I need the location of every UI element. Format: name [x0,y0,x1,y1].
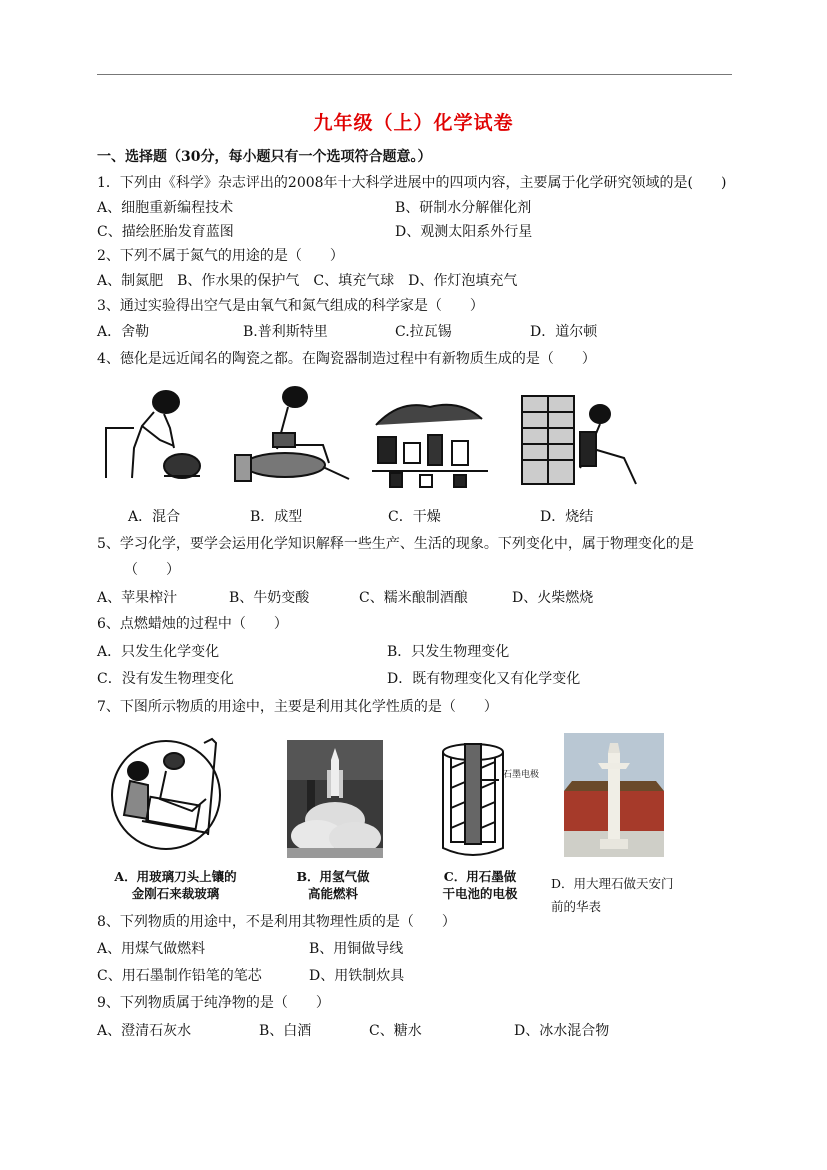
q1-option-a: A、细胞重新编程技术 [97,200,234,216]
q6-option-d: D．既有物理变化又有化学变化 [387,671,581,687]
q2-stem: 2、下列不属于氮气的用途的是（ ） [97,248,344,264]
q6-stem: 6、点燃蜡烛的过程中（ ） [97,616,288,632]
battery-diagram [437,738,547,862]
q9-option-d: D、冰水混合物 [514,1023,610,1039]
firing-illustration [520,392,640,488]
q6-option-a: A．只发生化学变化 [97,644,220,660]
q5-paren: （ ） [124,562,180,578]
q1-option-d: D、观测太阳系外行星 [395,224,533,240]
page-title: 九年级（上）化学试卷 [313,112,514,134]
q7-caption-b-line2: 高能燃料 [307,886,358,901]
drying-illustration [370,395,490,495]
q7-caption-d-line2: 前的华表 [551,899,602,914]
q3-option-c: C.拉瓦锡 [395,324,452,340]
q4-option-c: C．干燥 [388,509,441,525]
shaping-illustration [233,383,351,489]
tiananmen-pillar-photo [564,733,664,857]
q9-option-c: C、糖水 [369,1023,422,1039]
q1-option-b: B、研制水分解催化剂 [395,200,532,216]
q5-option-b: B、牛奶变酸 [229,590,310,606]
q3-option-b: B.普利斯特里 [243,324,328,340]
rocket-launch-photo [287,740,383,858]
q8-option-c: C、用石墨制作铅笔的笔芯 [97,968,262,984]
q3-option-d: D．道尔顿 [530,324,598,340]
q5-option-d: D、火柴燃烧 [512,590,594,606]
q8-option-b: B、用铜做导线 [309,941,404,957]
q7-caption-a-line2: 金刚石来裁玻璃 [131,886,220,901]
q6-option-c: C．没有发生物理变化 [97,671,234,687]
glass-cutter-illustration [108,735,228,853]
section-heading: 一、选择题（30分，每小题只有一个选项符合题意。） [97,149,432,165]
q3-stem: 3、通过实验得出空气是由氧气和氮气组成的科学家是（ ） [97,298,484,314]
q4-stem: 4、德化是远近闻名的陶瓷之都。在陶瓷器制造过程中有新物质生成的是（ ） [97,351,596,367]
q8-option-d: D、用铁制炊具 [309,968,405,984]
q7-caption-a-line1: A．用玻璃刀头上镶的 [114,869,237,884]
q1-option-c: C、描绘胚胎发育蓝图 [97,224,234,240]
q4-option-a: A．混合 [128,509,181,525]
q4-option-d: D．烧结 [540,509,594,525]
q2-options: A、制氮肥 B、作水果的保护气 C、填充气球 D、作灯泡填充气 [97,273,518,289]
q9-option-a: A、澄清石灰水 [97,1023,192,1039]
q7-caption-c-line1: C．用石墨做 [443,869,517,884]
q7-stem: 7、下图所示物质的用途中，主要是利用其化学性质的是（ ） [97,699,498,715]
mixing-illustration [104,388,204,488]
q1-stem: 1．下列由《科学》杂志评出的2008年十大科学进展中的四项内容，主要属于化学研究领域的是( ) [97,175,727,191]
q5-stem: 5、学习化学，要学会运用化学知识解释一些生产、生活的现象。下列变化中，属于物理变化的是 [97,536,694,552]
header-rule [97,74,732,75]
q6-option-b: B．只发生物理变化 [387,644,510,660]
q5-option-c: C、糯米酿制酒酿 [359,590,468,606]
q7-caption-b-line1: B．用氢气做 [296,869,370,884]
graphite-electrode-label: 石墨电极 [503,770,540,780]
q3-option-a: A．舍勒 [97,324,150,340]
q9-stem: 9、下列物质属于纯净物的是（ ） [97,995,330,1011]
q5-option-a: A、苹果榨汁 [97,590,178,606]
q8-stem: 8、下列物质的用途中，不是利用其物理性质的是（ ） [97,914,456,930]
q7-caption-c-line2: 干电池的电极 [442,886,518,901]
q7-caption-d-line1: D．用大理石做天安门 [551,876,674,891]
q4-option-b: B．成型 [250,509,303,525]
q9-option-b: B、白酒 [259,1023,312,1039]
q8-option-a: A、用煤气做燃料 [97,941,206,957]
